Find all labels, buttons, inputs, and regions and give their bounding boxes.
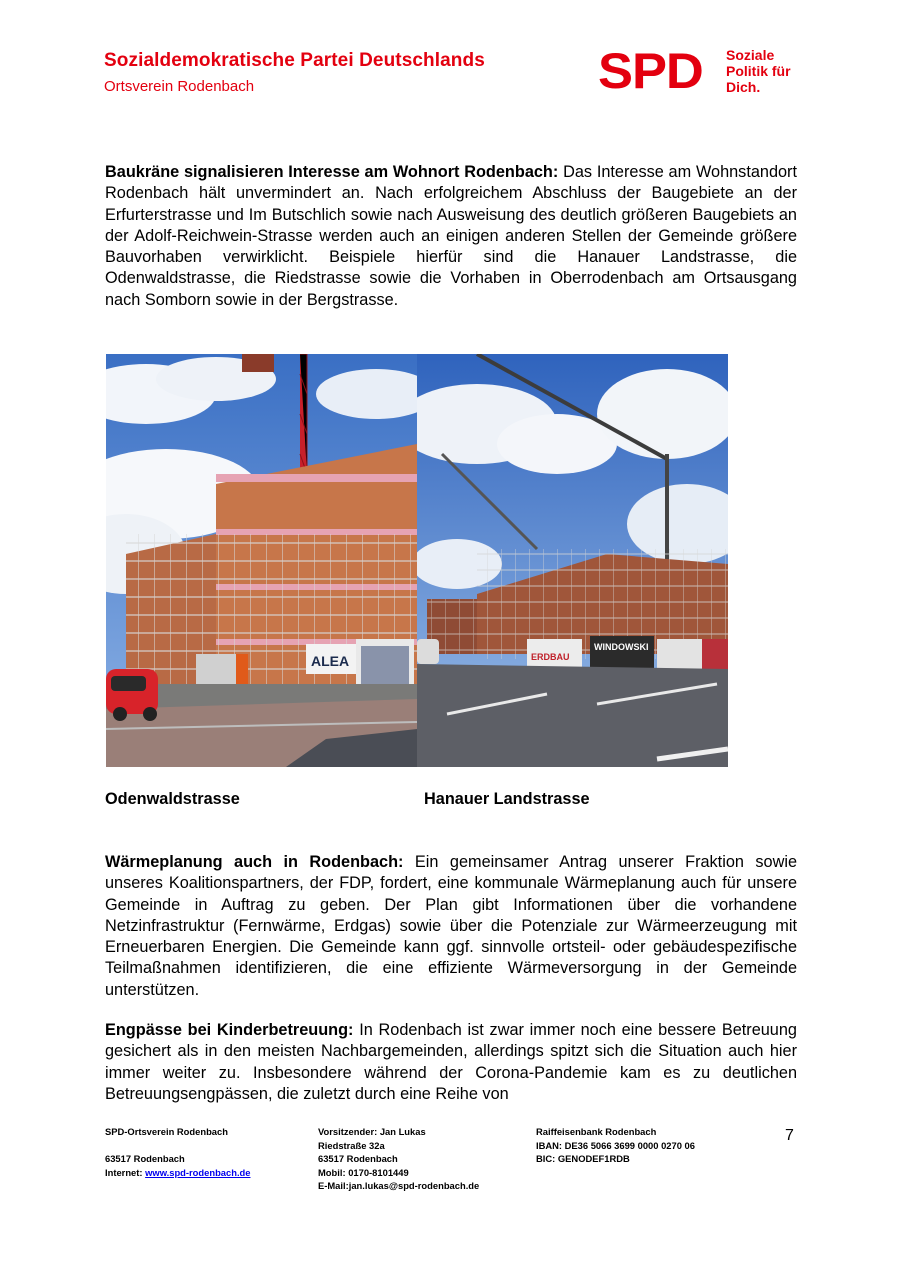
footer-chair: Vorsitzender: Jan Lukas (318, 1126, 426, 1137)
page-number: 7 (785, 1127, 794, 1144)
footer-org-column (105, 1125, 251, 1179)
footer-street: Riedstraße 32a (318, 1139, 385, 1151)
footer-city: 63517 Rodenbach (318, 1153, 398, 1164)
footer-iban: IBAN: DE36 5066 3699 0000 0270 06 (536, 1139, 695, 1151)
paragraph-waermeplanung (105, 852, 797, 1001)
paragraph-body: Das Interesse am Wohnstandort Rodenbach hält unvermindert an. Nach erfolgreichem Abschluss der Baugebiete an der Erfurterstrasse und Im Butschlich sowie nach Ausweisung des deutlich größeren Baugebiets an der Adolf-Reichwein-Strasse werden auch an einigen anderen Stellen der Gemeinde größere Bauvorhaben verwirklicht. Beispiele hierfür sind die Hanauer Landstrasse, die Odenwaldstrasse, die Riedstrasse sowie die Vorhaben in Oberrodenbach am Ortsausgang nach Somborn sowie in der Bergstrasse. (105, 163, 798, 309)
photo-hanauer-landstrasse (417, 354, 728, 767)
party-name: Sozialdemokratische Partei Deutschlands (104, 50, 485, 71)
local-branch: Ortsverein Rodenbach (104, 78, 255, 95)
footer-internet (105, 1166, 251, 1180)
paragraph-body: In Rodenbach ist zwar immer noch eine bessere Betreuung gesichert als in den meisten Nachbargemeinden, allerdings spitzt sich die Situation auch hier immer weiter zu. Insbesondere während der Corona-Pandemie kam es zu deutlichen Betreuungsengpässen, die zuletzt durch eine Reihe von (105, 1021, 797, 1103)
caption-odenwaldstrasse: Odenwaldstrasse (105, 790, 240, 808)
sign-erdbau: ERDBAU (531, 652, 570, 662)
sign-windowski: WINDOWSKI (594, 642, 649, 652)
paragraph-body: Ein gemeinsamer Antrag unserer Fraktion sowie unseres Koalitionspartners, der FDP, fordert, eine kommunale Wärmeplanung auch für unsere Gemeinde in Auftrag zu geben. Der Plan gibt Informationen über die vorhandene Netzinfrastruktur (Fernwärme, Erdgas) sowie über die Potenziale zur Wärmeerzeugung mit Erneuerbaren Energien. Die Gemeinde kann ggf. sinnvolle ortsteil- oder gebäudespezifische Teilmaßnahmen identifizieren, die eine effiziente Wärmeversorgung in der Gemeinde unterstützen. (105, 853, 797, 999)
footer-website-link[interactable]: www.spd-rodenbach.de (145, 1166, 251, 1178)
paragraph-heading: Baukräne signalisieren Interesse am Wohnort Rodenbach: (105, 163, 559, 181)
footer-org-name: SPD-Ortsverein Rodenbach (105, 1126, 228, 1137)
logo-slogan-line-3: Dich. (726, 79, 761, 95)
footer-contact-column (318, 1125, 479, 1193)
photo-odenwaldstrasse (106, 354, 417, 767)
spd-logo (598, 44, 808, 98)
paragraph-heading: Engpässe bei Kinderbetreuung: (105, 1021, 354, 1039)
footer-bank-column (536, 1125, 695, 1166)
footer-bank: Raiffeisenbank Rodenbach (536, 1126, 657, 1137)
paragraph-kinderbetreuung (105, 1020, 797, 1105)
footer-org-city: 63517 Rodenbach (105, 1153, 185, 1164)
logo-slogan (726, 47, 816, 95)
footer-email: E-Mail:jan.lukas@spd-rodenbach.de (318, 1180, 480, 1191)
sign-alea: ALEA (311, 653, 350, 669)
paragraph-baukraene (105, 162, 797, 311)
logo-slogan-line-2: Politik für (726, 63, 791, 79)
paragraph-heading: Wärmeplanung auch in Rodenbach: (105, 853, 404, 871)
footer-bic: BIC: GENODEF1RDB (536, 1153, 630, 1164)
logo-wordmark: SPD (598, 43, 703, 99)
footer-internet-label: Internet: (105, 1166, 143, 1178)
logo-slogan-line-1: Soziale (726, 47, 775, 63)
footer-mobile: Mobil: 0170-8101449 (318, 1166, 409, 1178)
caption-hanauer-landstrasse: Hanauer Landstrasse (424, 790, 590, 808)
